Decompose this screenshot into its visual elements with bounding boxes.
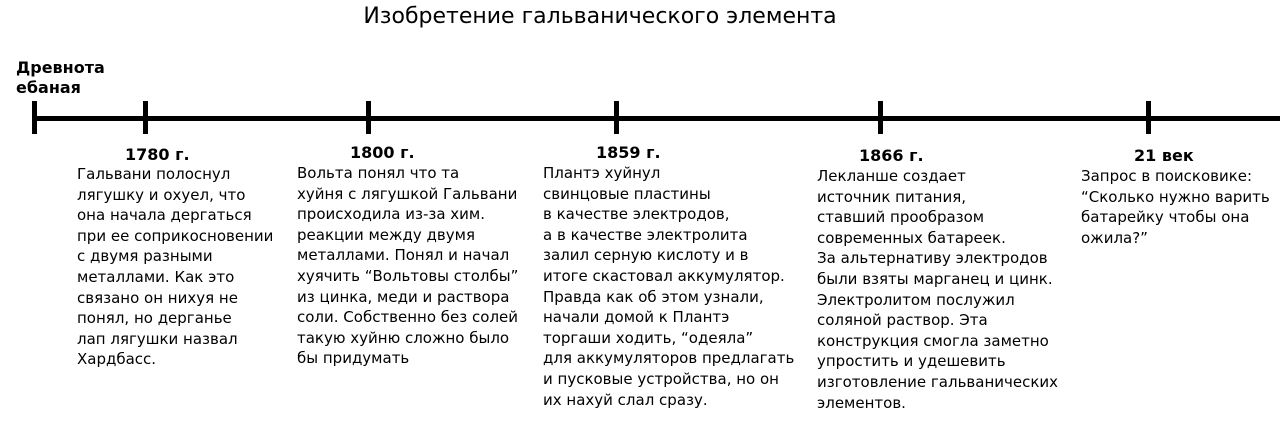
timeline-start-label: Древнота ебаная bbox=[16, 58, 105, 97]
event-description-1866: Лекланше создает источник питания, ставший прообразом современных батареек. За альтернативу электродов были взяты марганец и цинк. Электролитом послужил соляной раствор. Эта конструкция смогла заметно упростить и удешевить изготовление гальванических элементов. bbox=[817, 167, 1059, 412]
event-year-1780: 1780 г. bbox=[125, 145, 190, 164]
timeline-tick-1866 bbox=[878, 101, 883, 134]
event-year-1800: 1800 г. bbox=[350, 143, 415, 162]
event-description-1859: Плантэ хуйнул свинцовые пластины в качестве электродов, а в качестве электролита залил серную кислоту и в итоге скастовал аккумулятор. Правда как об этом узнали, начали домой к Плантэ торгаши ходить, “одеяла” для аккумуляторов предлагать и пусковые устройства, но он их нахуй слал сразу. bbox=[543, 164, 795, 409]
timeline-tick-21-century bbox=[1146, 101, 1151, 134]
timeline-tick-1859 bbox=[614, 101, 619, 134]
event-year-21-century: 21 век bbox=[1134, 146, 1194, 165]
event-year-1859: 1859 г. bbox=[596, 143, 661, 162]
event-description-21-century: Запрос в поисковике: “Сколько нужно варить батарейку чтобы она ожила?” bbox=[1081, 167, 1270, 247]
event-description-1780: Гальвани полоснул лягушку и охуел, что она начала дергаться при ее соприкосновении с двумя разными металлами. Как это связано он нихуя не понял, но дерганье лап лягушки назвал Хардбасс. bbox=[77, 165, 274, 369]
event-description-1800: Вольта понял что та хуйня с лягушкой Гальвани происходила из-за хим. реакции между двумя металлами. Понял и начал хуячить “Вольтовы столбы” из цинка, меди и раствора соли. Собственно без солей такую хуйню сложно было бы придумать bbox=[297, 164, 519, 368]
timeline-axis bbox=[34, 116, 1280, 121]
timeline-start-tick bbox=[32, 101, 37, 134]
timeline-tick-1780 bbox=[143, 101, 148, 134]
diagram-title: Изобретение гальванического элемента bbox=[363, 4, 837, 29]
timeline-tick-1800 bbox=[366, 101, 371, 134]
event-year-1866: 1866 г. bbox=[859, 146, 924, 165]
